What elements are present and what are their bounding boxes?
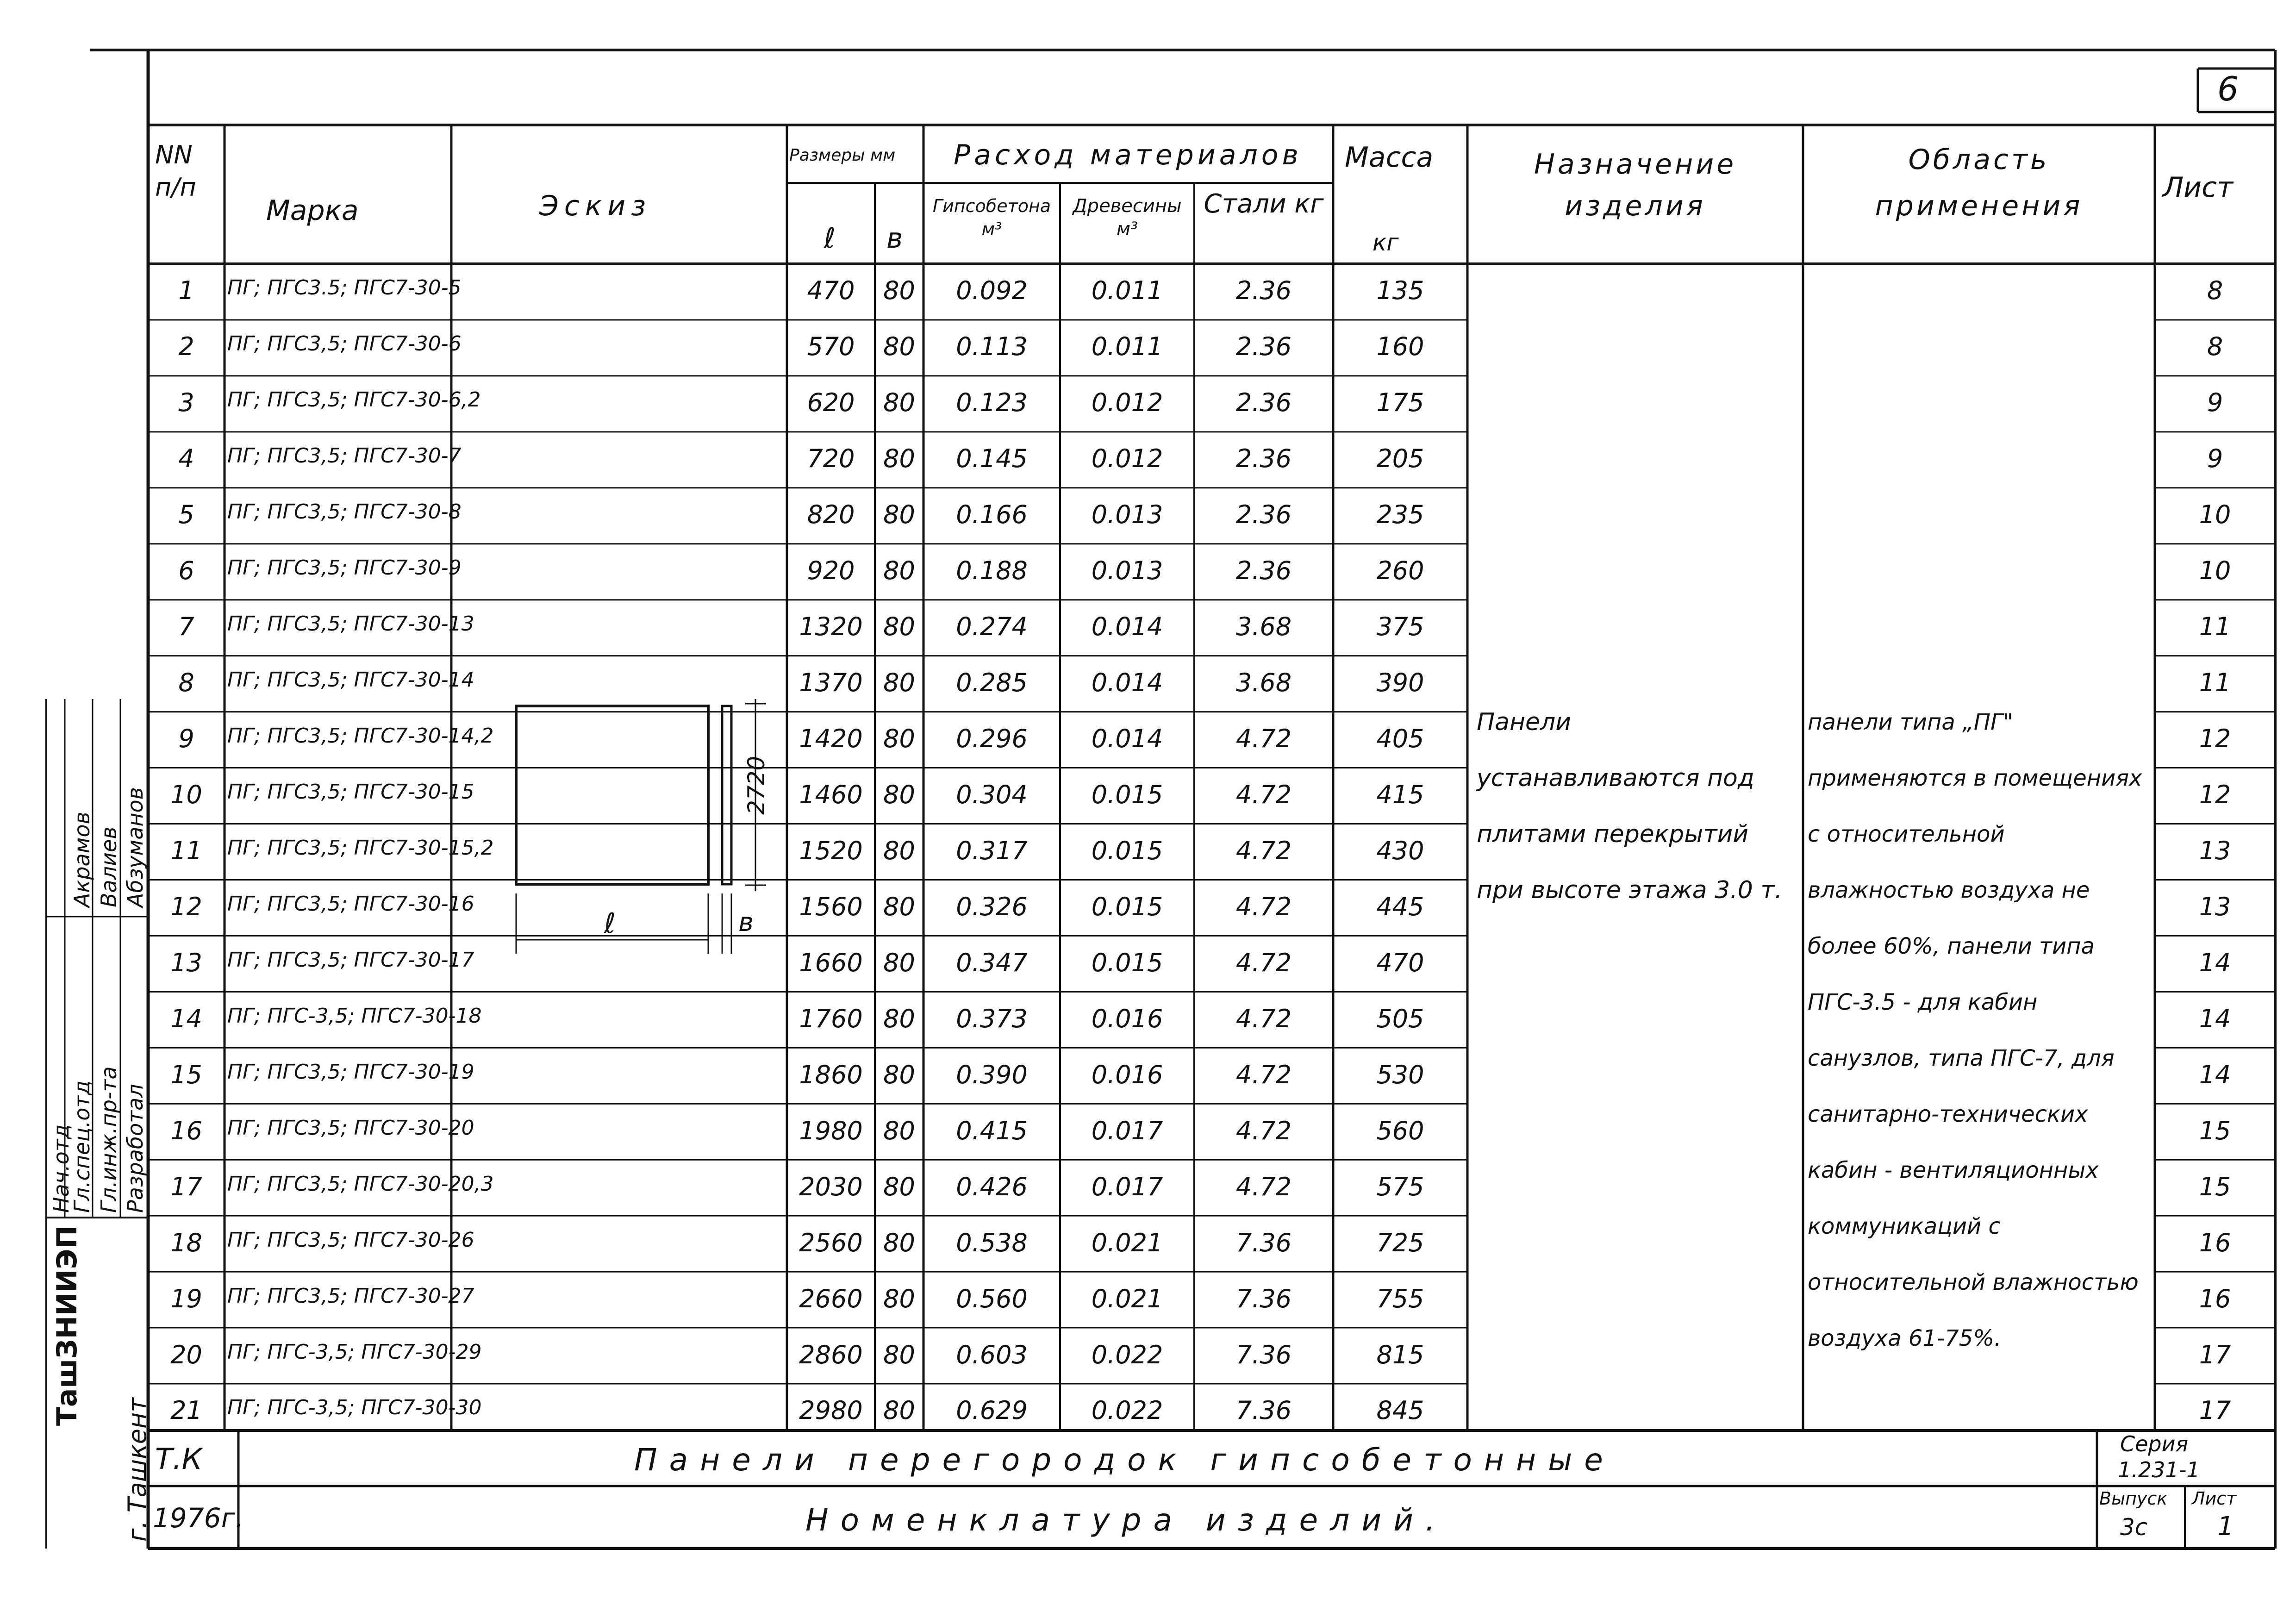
seria-value: 1.231-1 <box>2118 1457 2200 1482</box>
row-marka: ПГ; ПГС3,5; ПГС7-30-6,2 <box>227 388 481 412</box>
row-massa: 815 <box>1376 1340 1424 1369</box>
row-number: 18 <box>170 1228 202 1257</box>
row-stal: 4.72 <box>1235 1060 1292 1089</box>
row-marka: ПГ; ПГС3,5; ПГС7-30-8 <box>227 500 462 524</box>
row-massa: 845 <box>1376 1396 1424 1425</box>
row-stal: 2.36 <box>1235 332 1292 362</box>
row-massa: 135 <box>1376 276 1424 306</box>
row-length: 1860 <box>799 1060 863 1089</box>
header-naznachenie: Назначение изделия <box>1534 148 1737 222</box>
row-drevesina: 0.015 <box>1091 948 1163 977</box>
row-list: 10 <box>2199 556 2231 586</box>
row-number: 16 <box>170 1116 202 1145</box>
row-length: 1320 <box>799 612 863 642</box>
row-length: 1370 <box>799 668 863 698</box>
row-marka: ПГ; ПГС3.5; ПГС7-30-5 <box>227 276 462 300</box>
row-massa: 415 <box>1376 780 1424 810</box>
row-massa: 755 <box>1376 1284 1424 1313</box>
sheet-corner-number: 6 <box>2217 69 2239 108</box>
title-list-label: Лист <box>2192 1488 2237 1509</box>
header-massa: Масса <box>1345 141 1434 174</box>
row-number: 7 <box>178 612 194 642</box>
row-massa: 260 <box>1376 556 1424 586</box>
row-marka: ПГ; ПГС3,5; ПГС7-30-7 <box>227 444 462 468</box>
row-stal: 4.72 <box>1235 892 1292 921</box>
row-thickness: 80 <box>883 836 915 865</box>
header-stal: Стали кг <box>1204 189 1324 219</box>
row-marka: ПГ; ПГС3,5; ПГС7-30-15 <box>227 780 474 804</box>
row-marka: ПГ; ПГС-3,5; ПГС7-30-18 <box>227 1004 482 1028</box>
row-massa: 430 <box>1376 836 1424 865</box>
row-length: 1520 <box>799 836 863 865</box>
row-list: 14 <box>2199 1060 2231 1089</box>
row-number: 3 <box>178 388 194 418</box>
row-drevesina: 0.017 <box>1091 1172 1163 1201</box>
row-stal: 4.72 <box>1235 1004 1292 1033</box>
panel-sketch <box>516 699 766 954</box>
row-length: 470 <box>807 276 855 306</box>
row-stal: 3.68 <box>1235 612 1292 642</box>
row-gipsobeton: 0.373 <box>956 1004 1028 1033</box>
row-drevesina: 0.022 <box>1091 1340 1163 1369</box>
row-list: 14 <box>2199 1004 2231 1033</box>
row-marka: ПГ; ПГС3,5; ПГС7-30-19 <box>227 1060 474 1084</box>
row-marka: ПГ; ПГС3,5; ПГС7-30-17 <box>227 948 474 972</box>
row-stal: 4.72 <box>1235 1116 1292 1145</box>
row-gipsobeton: 0.113 <box>956 332 1028 362</box>
row-thickness: 80 <box>883 388 915 418</box>
row-gipsobeton: 0.285 <box>956 668 1028 698</box>
row-marka: ПГ; ПГС3,5; ПГС7-30-15,2 <box>227 836 494 860</box>
row-number: 11 <box>170 836 202 865</box>
row-massa: 505 <box>1376 1004 1424 1033</box>
row-thickness: 80 <box>883 332 915 362</box>
row-thickness: 80 <box>883 892 915 921</box>
header-dim-l: ℓ <box>824 222 836 255</box>
row-massa: 560 <box>1376 1116 1424 1145</box>
row-drevesina: 0.015 <box>1091 892 1163 921</box>
row-list: 13 <box>2199 892 2231 921</box>
title-list-value: 1 <box>2217 1512 2234 1542</box>
row-gipsobeton: 0.629 <box>956 1396 1028 1425</box>
row-gipsobeton: 0.296 <box>956 724 1028 754</box>
row-length: 2660 <box>799 1284 863 1313</box>
row-massa: 445 <box>1376 892 1424 921</box>
row-length: 720 <box>807 444 855 474</box>
row-length: 620 <box>807 388 855 418</box>
row-massa: 530 <box>1376 1060 1424 1089</box>
row-gipsobeton: 0.390 <box>956 1060 1028 1089</box>
header-eskiz: Эскиз <box>539 190 652 222</box>
row-number: 17 <box>170 1172 202 1201</box>
row-number: 8 <box>178 668 194 698</box>
row-list: 13 <box>2199 836 2231 865</box>
row-stal: 4.72 <box>1235 836 1292 865</box>
row-thickness: 80 <box>883 668 915 698</box>
header-gipso: Гипсобетона м³ <box>932 196 1051 239</box>
stamp-institute: ТашЗНИИЭП <box>51 1225 83 1426</box>
row-marka: ПГ; ПГС3,5; ПГС7-30-14,2 <box>227 724 494 748</box>
row-marka: ПГ; ПГС-3,5; ПГС7-30-29 <box>227 1340 482 1364</box>
row-length: 920 <box>807 556 855 586</box>
header-drev: Древесины м³ <box>1073 195 1182 240</box>
row-number: 10 <box>170 780 202 810</box>
row-drevesina: 0.012 <box>1091 444 1163 474</box>
row-marka: ПГ; ПГС3,5; ПГС7-30-13 <box>227 612 474 636</box>
row-length: 1560 <box>799 892 863 921</box>
row-thickness: 80 <box>883 948 915 977</box>
row-list: 17 <box>2199 1396 2231 1425</box>
row-massa: 470 <box>1376 948 1424 977</box>
row-stal: 4.72 <box>1235 948 1292 977</box>
row-stal: 4.72 <box>1235 1172 1292 1201</box>
row-gipsobeton: 0.317 <box>956 836 1028 865</box>
header-dim-b: в <box>886 222 903 255</box>
seria-label: Серия <box>2120 1431 2189 1456</box>
row-length: 2030 <box>799 1172 863 1201</box>
row-length: 1420 <box>799 724 863 754</box>
title-line-1: Панели перегородок гипсобетонные <box>634 1442 1615 1478</box>
row-thickness: 80 <box>883 780 915 810</box>
stamp-role-2: Гл.спец.отд <box>69 1081 94 1213</box>
row-thickness: 80 <box>883 444 915 474</box>
title-year: 1976г. <box>153 1502 244 1534</box>
row-number: 1 <box>178 276 194 306</box>
row-drevesina: 0.012 <box>1091 388 1163 418</box>
row-list: 12 <box>2199 724 2231 754</box>
row-number: 12 <box>170 892 202 921</box>
row-gipsobeton: 0.274 <box>956 612 1028 642</box>
row-number: 5 <box>178 500 194 530</box>
row-stal: 4.72 <box>1235 780 1292 810</box>
row-thickness: 80 <box>883 276 915 306</box>
row-list: 8 <box>2207 276 2223 306</box>
row-marka: ПГ; ПГС3,5; ПГС7-30-27 <box>227 1284 474 1308</box>
row-gipsobeton: 0.188 <box>956 556 1028 586</box>
row-drevesina: 0.015 <box>1091 836 1163 865</box>
row-list: 12 <box>2199 780 2231 810</box>
row-number: 13 <box>170 948 202 977</box>
row-marka: ПГ; ПГС3,5; ПГС7-30-9 <box>227 556 462 580</box>
row-marka: ПГ; ПГС3,5; ПГС7-30-16 <box>227 892 474 916</box>
row-length: 2980 <box>799 1396 863 1425</box>
row-massa: 405 <box>1376 724 1424 754</box>
row-gipsobeton: 0.123 <box>956 388 1028 418</box>
row-thickness: 80 <box>883 724 915 754</box>
row-gipsobeton: 0.304 <box>956 780 1028 810</box>
row-massa: 235 <box>1376 500 1424 530</box>
stamp-name-3: Абзуманов <box>123 787 148 907</box>
row-thickness: 80 <box>883 612 915 642</box>
naznachenie-text: Панели устанавливаются под плитами перекрытий при высоте этажа 3.0 т. <box>1477 708 1783 904</box>
row-list: 15 <box>2199 1172 2231 1201</box>
row-thickness: 80 <box>883 1284 915 1313</box>
row-number: 4 <box>178 444 194 474</box>
stamp-name-1: Акрамов <box>69 812 94 907</box>
row-number: 20 <box>170 1340 202 1369</box>
sketch-height-label: 2720 <box>743 756 770 815</box>
row-stal: 7.36 <box>1235 1396 1292 1425</box>
row-thickness: 80 <box>883 556 915 586</box>
row-drevesina: 0.016 <box>1091 1060 1163 1089</box>
row-massa: 725 <box>1376 1228 1424 1257</box>
row-gipsobeton: 0.326 <box>956 892 1028 921</box>
vypusk-label: Выпуск <box>2099 1488 2168 1509</box>
row-massa: 575 <box>1376 1172 1424 1201</box>
sketch-width-label: ℓ <box>604 907 616 940</box>
row-length: 1460 <box>799 780 863 810</box>
header-oblast: Область применения <box>1875 144 2083 222</box>
row-marka: ПГ; ПГС3,5; ПГС7-30-20,3 <box>227 1172 494 1196</box>
row-stal: 2.36 <box>1235 500 1292 530</box>
row-thickness: 80 <box>883 1116 915 1145</box>
row-thickness: 80 <box>883 500 915 530</box>
row-stal: 7.36 <box>1235 1284 1292 1313</box>
row-drevesina: 0.016 <box>1091 1004 1163 1033</box>
row-marka: ПГ; ПГС3,5; ПГС7-30-6 <box>227 332 462 356</box>
row-number: 14 <box>170 1004 202 1033</box>
row-thickness: 80 <box>883 1340 915 1369</box>
row-number: 9 <box>178 724 194 754</box>
header-dims: Размеры мм <box>789 146 896 165</box>
stamp-city: г. Ташкент <box>123 1398 152 1542</box>
row-list: 15 <box>2199 1116 2231 1145</box>
row-drevesina: 0.014 <box>1091 612 1163 642</box>
row-stal: 3.68 <box>1235 668 1292 698</box>
row-list: 8 <box>2207 332 2223 362</box>
row-list: 9 <box>2207 388 2223 418</box>
row-drevesina: 0.014 <box>1091 668 1163 698</box>
row-gipsobeton: 0.347 <box>956 948 1028 977</box>
row-drevesina: 0.011 <box>1091 332 1163 362</box>
stamp-role-4: Разработал <box>123 1084 148 1213</box>
row-stal: 7.36 <box>1235 1228 1292 1257</box>
header-num: NN п/п <box>155 140 196 202</box>
stamp-role-3: Гл.инж.пр-та <box>96 1066 121 1213</box>
row-massa: 205 <box>1376 444 1424 474</box>
row-list: 9 <box>2207 444 2223 474</box>
row-stal: 4.72 <box>1235 724 1292 754</box>
row-length: 1660 <box>799 948 863 977</box>
row-number: 6 <box>178 556 194 586</box>
row-length: 1980 <box>799 1116 863 1145</box>
oblast-text: панели типа „ПГ" применяются в помещениях с относительной влажностью воздуха не более 60%, панели типа ПГС-3.5 - для кабин санузлов, типа ПГС-7, для санитарно-технических кабин - вентиляционных коммуникаций с относительной влажностью воздуха 61-75%. <box>1808 709 2142 1351</box>
row-drevesina: 0.013 <box>1091 556 1163 586</box>
row-number: 19 <box>170 1284 202 1313</box>
row-length: 2860 <box>799 1340 863 1369</box>
row-drevesina: 0.014 <box>1091 724 1163 754</box>
row-list: 16 <box>2199 1284 2231 1313</box>
row-gipsobeton: 0.426 <box>956 1172 1028 1201</box>
row-list: 10 <box>2199 500 2231 530</box>
row-drevesina: 0.022 <box>1091 1396 1163 1425</box>
row-list: 11 <box>2199 612 2231 642</box>
row-drevesina: 0.017 <box>1091 1116 1163 1145</box>
header-rashod: Расход материалов <box>954 139 1302 171</box>
row-list: 11 <box>2199 668 2231 698</box>
row-thickness: 80 <box>883 1172 915 1201</box>
row-thickness: 80 <box>883 1228 915 1257</box>
row-number: 2 <box>178 332 194 362</box>
row-marka: ПГ; ПГС3,5; ПГС7-30-14 <box>227 668 474 692</box>
row-stal: 7.36 <box>1235 1340 1292 1369</box>
stamp-name-2: Валиев <box>96 826 121 907</box>
row-gipsobeton: 0.560 <box>956 1284 1028 1313</box>
row-list: 14 <box>2199 948 2231 977</box>
row-length: 820 <box>807 500 855 530</box>
row-stal: 2.36 <box>1235 276 1292 306</box>
header-marka: Марка <box>266 194 359 227</box>
row-drevesina: 0.021 <box>1091 1284 1163 1313</box>
row-length: 1760 <box>799 1004 863 1033</box>
row-marka: ПГ; ПГС-3,5; ПГС7-30-30 <box>227 1396 482 1420</box>
row-drevesina: 0.013 <box>1091 500 1163 530</box>
row-thickness: 80 <box>883 1060 915 1089</box>
row-massa: 160 <box>1376 332 1424 362</box>
row-massa: 375 <box>1376 612 1424 642</box>
vypusk-value: 3с <box>2120 1514 2148 1541</box>
row-gipsobeton: 0.092 <box>956 276 1028 306</box>
row-gipsobeton: 0.538 <box>956 1228 1028 1257</box>
title-tk: Т.К <box>155 1442 202 1476</box>
row-thickness: 80 <box>883 1004 915 1033</box>
row-length: 570 <box>807 332 855 362</box>
row-drevesina: 0.011 <box>1091 276 1163 306</box>
row-number: 15 <box>170 1060 202 1089</box>
row-massa: 175 <box>1376 388 1424 418</box>
row-marka: ПГ; ПГС3,5; ПГС7-30-26 <box>227 1228 474 1252</box>
sketch-thickness-label: в <box>738 907 754 937</box>
row-number: 21 <box>170 1396 202 1425</box>
row-stal: 2.36 <box>1235 388 1292 418</box>
row-marka: ПГ; ПГС3,5; ПГС7-30-20 <box>227 1116 474 1140</box>
row-stal: 2.36 <box>1235 556 1292 586</box>
row-drevesina: 0.015 <box>1091 780 1163 810</box>
row-gipsobeton: 0.166 <box>956 500 1028 530</box>
row-length: 2560 <box>799 1228 863 1257</box>
stamp-role-1: Нач.отд <box>49 1124 74 1213</box>
row-gipsobeton: 0.145 <box>956 444 1028 474</box>
header-list: Лист <box>2163 171 2234 204</box>
row-list: 16 <box>2199 1228 2231 1257</box>
title-line-2: Номенклатура изделий. <box>805 1502 1447 1538</box>
row-gipsobeton: 0.415 <box>956 1116 1028 1145</box>
row-drevesina: 0.021 <box>1091 1228 1163 1257</box>
row-massa: 390 <box>1376 668 1424 698</box>
header-massa-unit: кг <box>1373 229 1399 256</box>
row-list: 17 <box>2199 1340 2231 1369</box>
row-stal: 2.36 <box>1235 444 1292 474</box>
row-gipsobeton: 0.603 <box>956 1340 1028 1369</box>
row-thickness: 80 <box>883 1396 915 1425</box>
